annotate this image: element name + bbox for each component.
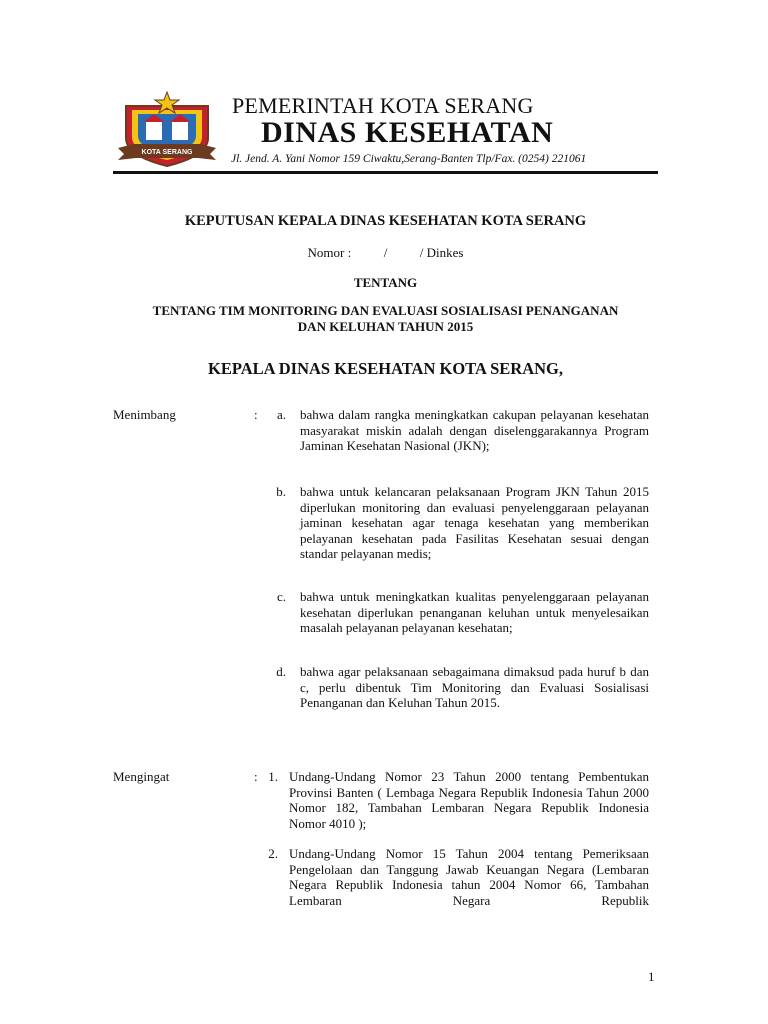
menimbang-label: Menimbang	[113, 407, 176, 422]
dept-name: DINAS KESEHATAN	[261, 116, 554, 149]
decree-number: Nomor : / / Dinkes	[307, 245, 464, 260]
menimbang-marker: a.	[276, 407, 286, 422]
mengingat-marker: 1.	[268, 769, 278, 784]
menimbang-colon: :	[254, 407, 258, 422]
mengingat-item-text: Undang-Undang Nomor 15 Tahun 2004 tentang Pemeriksaan Pengelolaan dan Tanggung Jawab Keuangan Negara (Lembaran Negara Republik Indonesia tahun 2004 Nomor 66, Tambahan Lembaran Negara Republik	[289, 846, 649, 908]
authority-title: KEPALA DINAS KESEHATAN KOTA SERANG,	[208, 359, 563, 378]
mengingat-label: Mengingat	[113, 769, 170, 784]
decree-title: KEPUTUSAN KEPALA DINAS KESEHATAN KOTA SERANG	[184, 213, 587, 229]
mengingat-colon: :	[254, 769, 258, 784]
subject-line-2: DAN KELUHAN TAHUN 2015	[297, 319, 474, 334]
menimbang-item-text: bahwa agar pelaksanaan sebagaimana dimaksud pada huruf b dan c, perlu dibentuk Tim Monitoring dan Evaluasi Sosialisasi Penanganan dan Keluhan Tahun 2015.	[300, 664, 649, 711]
page-number: 1	[648, 969, 655, 984]
org-name: PEMERINTAH KOTA SERANG	[232, 93, 534, 118]
subject-line-1: TENTANG TIM MONITORING DAN EVALUASI SOSIALISASI PENANGANAN	[152, 303, 619, 318]
menimbang-marker: c.	[276, 589, 286, 604]
menimbang-marker: d.	[276, 664, 286, 679]
menimbang-item-text: bahwa untuk meningkatkan kualitas penyelenggaraan pelayanan kesehatan diperlukan penanganan keluhan untuk menyelesaikan masalah pelayanan pelayanan kesehatan;	[300, 589, 649, 636]
mengingat-marker: 2.	[268, 846, 278, 861]
header-divider	[113, 171, 658, 174]
menimbang-item-text: bahwa untuk kelancaran pelaksanaan Program JKN Tahun 2015 diperlukan monitoring dan evaluasi penyelenggaraan pelayanan jaminan kesehatan agar tenaga kesehatan yang memberikan pelayanan kesehatan pada Fasilitas Kesehatan sesuai dengan standar pelayanan medis;	[300, 484, 649, 562]
city-logo	[118, 90, 216, 172]
menimbang-item-text: bahwa dalam rangka meningkatkan cakupan pelayanan kesehatan masyarakat miskin adalah dengan diselenggarakannya Program Jaminan Kesehatan Nasional (JKN);	[300, 407, 649, 454]
logo-banner-text: KOTA SERANG	[141, 149, 193, 156]
mengingat-item-text: Undang-Undang Nomor 23 Tahun 2000 tentang Pembentukan Provinsi Banten ( Lembaga Negara Republik Indonesia Tahun 2000 Nomor 182, Tambahan Lembaran Negara Republik Indonesia Nomor 4010 );	[289, 769, 649, 831]
address: Jl. Jend. A. Yani Nomor 159 Ciwaktu,Serang-Banten Tlp/Fax. (0254) 221061	[231, 153, 587, 165]
decree-subject	[113, 303, 658, 335]
menimbang-marker: b.	[276, 484, 286, 499]
about-heading: TENTANG	[353, 275, 418, 290]
